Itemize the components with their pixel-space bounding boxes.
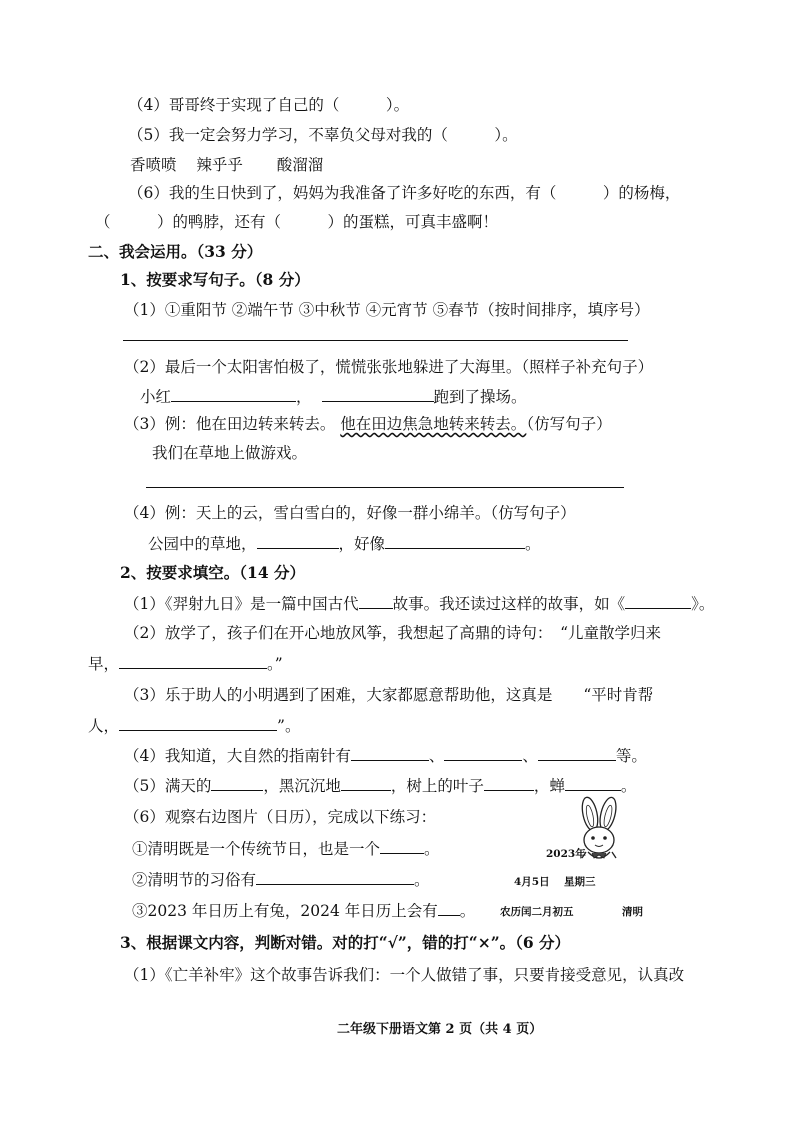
fill-blank[interactable] <box>211 775 263 791</box>
fill-blank[interactable] <box>257 533 339 549</box>
s1-q4-prefix: 公园中的草地， <box>148 535 257 553</box>
fill-blank[interactable] <box>341 775 391 791</box>
s2-q4-text: （4）我知道，大自然的指南针有 <box>124 747 351 765</box>
s2-question-5 <box>124 775 636 796</box>
s2-q6-2-text: 。 <box>414 871 430 889</box>
fill-blank[interactable] <box>119 715 277 731</box>
s1-question-4: （4）例：天上的云，雪白雪白的，好像一群小绵羊。（仿写句子） <box>124 504 576 522</box>
s1-question-3 <box>124 414 612 434</box>
s2-q4-sep: 、 <box>428 747 445 765</box>
answer-line[interactable] <box>123 340 628 341</box>
fill-blank[interactable] <box>256 869 414 885</box>
s1-q2-comma: ， <box>296 388 312 406</box>
s2-question-3-cont <box>88 715 300 736</box>
s2-question-4 <box>124 745 647 766</box>
s3-question-1: （1）《亡羊补牢》这个故事告诉我们：一个人做错了事，只要肯接受意见，认真改 <box>124 966 685 984</box>
s2-q1-text: 》。 <box>691 595 715 613</box>
s2-question-6: （6）观察右边图片（日历），完成以下练习： <box>124 808 437 826</box>
s2-q1-text: （1）《羿射九日》是一篇中国古代 <box>124 595 359 613</box>
s2-question-3: （3）乐于助人的小明遇到了困难，大家都愿意帮助他，这真是 “平时肯帮 <box>124 686 654 704</box>
s2-question-2: （2）放学了，孩子们在开心地放风筝，我想起了高鼎的诗句： “儿童散学归来 <box>124 624 662 642</box>
sub-3-title: 3、根据课文内容，判断对错。对的打“√”，错的打“×”。（6 分） <box>120 933 571 952</box>
s2-question-1 <box>124 593 714 614</box>
section-2-title: 二、我会运用。（33 分） <box>88 242 263 261</box>
fill-blank[interactable] <box>438 900 460 916</box>
fill-blank[interactable] <box>380 838 424 854</box>
calendar-image <box>500 796 660 946</box>
page-footer: 二年级下册语文第 2 页（共 4 页） <box>337 1022 543 1037</box>
s2-q5-text: （5）满天的 <box>124 777 212 795</box>
question-1-5: （5）我一定会努力学习，不辜负父母对我的（ ）。 <box>128 126 518 144</box>
s2-question-2-cont <box>88 653 283 674</box>
s2-q2-text: 早， <box>88 655 120 673</box>
s1-question-2: （2）最后一个太阳害怕极了，慌慌张张地躲进了大海里。（照样子补充句子） <box>124 358 654 376</box>
fill-blank[interactable] <box>385 533 525 549</box>
calendar-date: 4月5日 <box>514 876 550 888</box>
word-bank-item: 香喷喷 <box>130 156 177 174</box>
fill-blank[interactable] <box>359 593 393 609</box>
s2-q5-text: ，树上的叶子 <box>390 777 484 795</box>
question-1-4: （4）哥哥终于实现了自己的（ ）。 <box>128 96 410 114</box>
s2-q6-1-text: 。 <box>424 840 440 858</box>
s2-q3-text: ”。 <box>277 717 301 735</box>
calendar-year: 2023年 <box>546 848 586 860</box>
calendar-solar-term: 清明 <box>622 906 643 918</box>
sub-2-title: 2、按要求填空。（14 分） <box>120 563 306 582</box>
s1-question-4-fill <box>148 533 541 554</box>
calendar-lunar-date: 农历闰二月初五 <box>500 906 574 918</box>
s2-q6-3-text: 。 <box>459 902 476 920</box>
fill-blank[interactable] <box>565 775 621 791</box>
word-bank <box>130 155 323 175</box>
question-1-6-line2: （ ）的鸭脖，还有（ ）的蛋糕，可真丰盛啊！ <box>95 213 499 231</box>
word-bank-item: 辣乎乎 <box>196 156 243 174</box>
s2-q4-sep: 、 <box>522 747 538 765</box>
s1-question-3-prompt: 我们在草地上做游戏。 <box>152 444 308 462</box>
fill-blank[interactable] <box>351 745 429 761</box>
fill-blank[interactable] <box>625 593 691 609</box>
s2-question-6-3 <box>132 900 475 921</box>
s1-q4-middle: ，好像 <box>338 535 386 553</box>
fill-blank[interactable] <box>119 653 267 669</box>
calendar-weekday: 星期三 <box>564 876 596 888</box>
s2-q5-text: 。 <box>620 777 637 795</box>
s1-q3-example-answer: 他在田边焦急地转来转去。 <box>340 415 527 433</box>
s1-question-2-fill <box>140 386 527 407</box>
s2-q5-text: ，蝉 <box>533 777 565 795</box>
fill-blank[interactable] <box>444 745 522 761</box>
answer-line[interactable] <box>146 487 624 488</box>
fill-blank[interactable] <box>538 745 616 761</box>
s1-q3-example: （3）例：他在田边转来转去。 <box>124 415 341 433</box>
s2-q4-text: 等。 <box>615 747 647 765</box>
s1-q4-suffix: 。 <box>525 535 541 553</box>
word-bank-item: 酸溜溜 <box>276 156 324 174</box>
question-1-6-line1: （6）我的生日快到了，妈妈为我准备了许多好吃的东西，有（ ）的杨梅， <box>128 184 681 202</box>
fill-blank[interactable] <box>322 386 434 402</box>
s1-question-1: （1）①重阳节 ②端午节 ③中秋节 ④元宵节 ⑤春节（按时间排序，填序号） <box>124 301 650 319</box>
sub-1-title: 1、按要求写句子。（8 分） <box>120 270 310 289</box>
fill-blank[interactable] <box>171 386 296 402</box>
s2-q6-3-text: ③2023 年日历上有兔，2024 年日历上会有 <box>132 902 438 920</box>
s2-q1-text: 故事。我还读过这样的故事，如《 <box>392 595 626 613</box>
s2-q6-2-text: ②清明节的习俗有 <box>132 871 257 889</box>
s1-q3-instruction: （仿写句子） <box>526 415 612 433</box>
s2-q3-text: 人， <box>88 717 120 735</box>
s1-q2-suffix: 跑到了操场。 <box>433 388 527 406</box>
s2-q6-1-text: ①清明既是一个传统节日，也是一个 <box>132 840 381 858</box>
s2-question-6-2 <box>132 869 430 890</box>
fill-blank[interactable] <box>484 775 534 791</box>
s2-q5-text: ，黑沉沉地 <box>263 777 341 795</box>
s2-q2-text: 。” <box>267 655 283 673</box>
s1-q2-prefix: 小红 <box>140 388 172 406</box>
s2-question-6-1 <box>132 838 440 859</box>
